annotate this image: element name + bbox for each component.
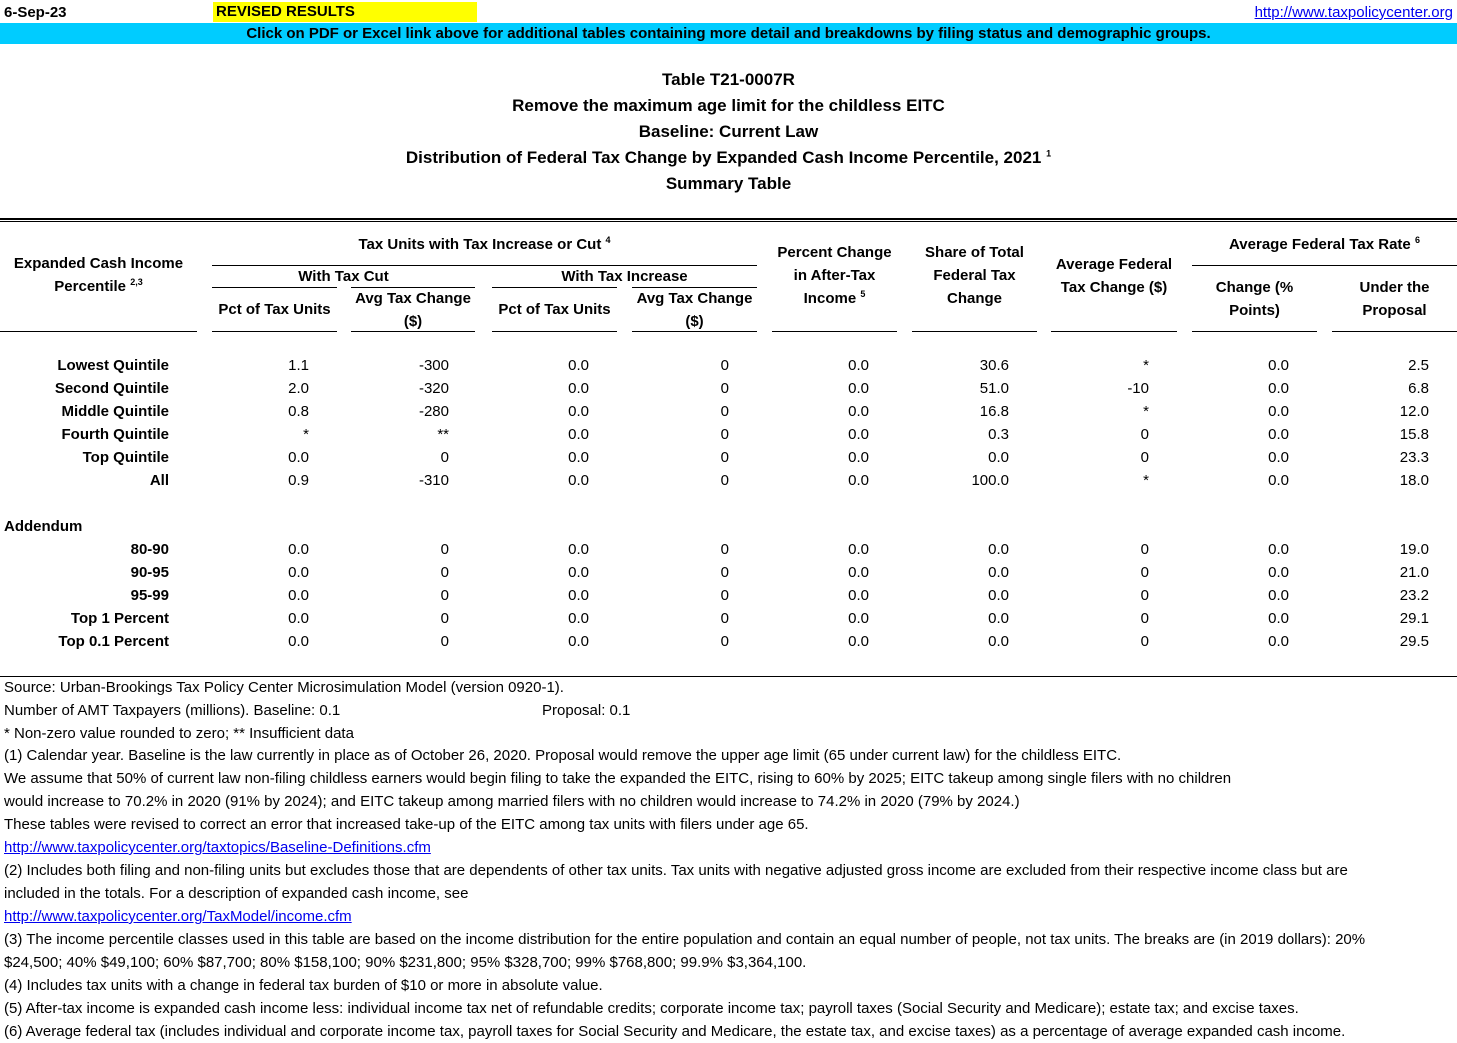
cell-cut-pct-units: 1.1 <box>288 357 309 374</box>
cell-cut-pct-units: 0.8 <box>288 403 309 420</box>
report-date: 6-Sep-23 <box>4 4 67 21</box>
cell-pct-change-after-tax: 0.0 <box>848 564 869 581</box>
cell-cut-avg-change: -300 <box>418 357 449 374</box>
cell-cut-pct-units: 2.0 <box>288 380 309 397</box>
cell-inc-pct-units: 0.0 <box>568 403 589 420</box>
cell-inc-avg-change: 0 <box>720 564 729 581</box>
header-cut-avg-line2: ($) <box>403 313 423 330</box>
cell-rate-change: 0.0 <box>1268 449 1289 466</box>
header-tax-units-sup: 4 <box>605 235 611 245</box>
header-under-line1: Under the <box>1359 279 1430 296</box>
cell-inc-pct-units: 0.0 <box>568 541 589 558</box>
header-tax-units-text: Tax Units with Tax Increase or Cut <box>358 236 602 253</box>
cell-avg-federal-change: 0 <box>1140 633 1149 650</box>
cell-inc-pct-units: 0.0 <box>568 449 589 466</box>
cell-rate-under-proposal: 6.8 <box>1408 380 1429 397</box>
header-avg-tax-rate-group <box>1192 233 1457 256</box>
cell-rate-under-proposal: 21.0 <box>1399 564 1429 581</box>
cell-pct-change-after-tax: 0.0 <box>848 426 869 443</box>
header-under-line2: Proposal <box>1362 302 1427 319</box>
tax-policy-center-link[interactable]: http://www.taxpolicycenter.org <box>1254 4 1453 21</box>
cell-rate-under-proposal: 23.3 <box>1399 449 1429 466</box>
cell-share-total-change: 51.0 <box>979 380 1009 397</box>
row-label: Middle Quintile <box>61 403 169 420</box>
baseline-title: Baseline: Current Law <box>638 122 819 141</box>
cell-rate-under-proposal: 2.5 <box>1408 357 1429 374</box>
addendum-label: Addendum <box>4 518 83 535</box>
cell-pct-change-after-tax: 0.0 <box>848 587 869 604</box>
cell-cut-avg-change: 0 <box>440 564 449 581</box>
cell-cut-avg-change: 0 <box>440 587 449 604</box>
cell-cut-pct-units: 0.0 <box>288 449 309 466</box>
row-label: 90-95 <box>130 564 169 581</box>
cell-share-total-change: 16.8 <box>979 403 1009 420</box>
cell-cut-avg-change: -280 <box>418 403 449 420</box>
cell-avg-federal-change: -10 <box>1127 380 1149 397</box>
baseline-definitions-link[interactable]: http://www.taxpolicycenter.org/taxtopics/Baseline-Definitions.cfm <box>4 839 431 856</box>
source-note: Source: Urban-Brookings Tax Policy Center Microsimulation Model (version 0920-1). <box>4 679 564 696</box>
footnote-5: (5) After-tax income is expanded cash income less: individual income tax net of refundable credits; corporate income tax; payroll taxes (Social Security and Medicare); estate tax; and excise taxes. <box>4 1000 1299 1017</box>
cell-cut-avg-change: 0 <box>440 610 449 627</box>
cell-inc-pct-units: 0.0 <box>568 472 589 489</box>
cell-pct-change-after-tax: 0.0 <box>848 610 869 627</box>
row-label: Fourth Quintile <box>61 426 169 443</box>
cell-inc-avg-change: 0 <box>720 610 729 627</box>
cell-cut-pct-units: 0.0 <box>288 610 309 627</box>
header-rule-c7 <box>772 331 897 332</box>
cell-rate-change: 0.0 <box>1268 357 1289 374</box>
header-inc-rule-a <box>492 287 617 288</box>
header-top-double-rule <box>0 218 1457 220</box>
cell-avg-federal-change: 0 <box>1140 587 1149 604</box>
cell-inc-pct-units: 0.0 <box>568 357 589 374</box>
cell-rate-under-proposal: 15.8 <box>1399 426 1429 443</box>
cell-inc-avg-change: 0 <box>720 449 729 466</box>
cell-share-total-change: 0.0 <box>988 564 1009 581</box>
footnote-1-cont-a: We assume that 50% of current law non-filing childless earners would begin filing to take the expanded the EITC, rising to 60% by 2025; EITC takeup among single filers with no children <box>4 770 1232 787</box>
header-cut-pct-units: Pct of Tax Units <box>218 301 331 318</box>
cell-share-total-change: 0.0 <box>988 610 1009 627</box>
header-with-tax-cut: With Tax Cut <box>298 268 389 285</box>
cell-inc-pct-units: 0.0 <box>568 426 589 443</box>
header-share-total <box>912 241 1037 310</box>
header-rate-sup: 6 <box>1414 235 1420 245</box>
cell-inc-pct-units: 0.0 <box>568 587 589 604</box>
cell-cut-avg-change: 0 <box>440 633 449 650</box>
header-pct-change-text: Income <box>803 290 857 307</box>
cell-avg-federal-change: * <box>1143 403 1149 420</box>
header-top-rule <box>0 221 1457 222</box>
cell-inc-pct-units: 0.0 <box>568 610 589 627</box>
amt-baseline-note: Number of AMT Taxpayers (millions). Baseline: 0.1 <box>4 702 341 719</box>
header-rule-c5 <box>492 331 617 332</box>
footnote-1-cont-b: would increase to 70.2% in 2020 (91% by 2024); and EITC takeup among married filers with no children would increase to 74.2% in 2020 (79% by 2024.) <box>4 793 1020 810</box>
cell-avg-federal-change: 0 <box>1140 426 1149 443</box>
cell-rate-change: 0.0 <box>1268 633 1289 650</box>
cell-rate-under-proposal: 18.0 <box>1399 472 1429 489</box>
cell-avg-federal-change: * <box>1143 472 1149 489</box>
header-rate-text: Average Federal Tax Rate <box>1229 236 1411 253</box>
cell-avg-federal-change: 0 <box>1140 541 1149 558</box>
cell-share-total-change: 100.0 <box>971 472 1009 489</box>
header-cut-avg-line1: Avg Tax Change <box>355 290 471 307</box>
symbol-legend-note: * Non-zero value rounded to zero; ** Insufficient data <box>4 725 354 742</box>
revised-results-badge: REVISED RESULTS <box>213 2 477 22</box>
header-inc-avg-change <box>632 287 757 333</box>
cell-rate-change: 0.0 <box>1268 380 1289 397</box>
cell-inc-avg-change: 0 <box>720 587 729 604</box>
cell-rate-change: 0.0 <box>1268 610 1289 627</box>
cell-share-total-change: 0.0 <box>988 633 1009 650</box>
row-label: 80-90 <box>130 541 169 558</box>
header-rate-change <box>1192 276 1317 322</box>
cell-rate-change: 0.0 <box>1268 564 1289 581</box>
row-label: Top 0.1 Percent <box>58 633 169 650</box>
header-pct-change-line2: in After-Tax <box>793 267 876 284</box>
cell-rate-change: 0.0 <box>1268 403 1289 420</box>
header-rule-c11 <box>1332 331 1457 332</box>
header-rule-c4 <box>351 331 475 332</box>
cell-inc-avg-change: 0 <box>720 633 729 650</box>
cell-rate-under-proposal: 12.0 <box>1399 403 1429 420</box>
cell-share-total-change: 0.0 <box>988 541 1009 558</box>
cell-avg-federal-change: * <box>1143 357 1149 374</box>
cell-cut-avg-change: 0 <box>440 449 449 466</box>
footnote-4: (4) Includes tax units with a change in federal tax burden of $10 or more in absolute value. <box>4 977 603 994</box>
cell-cut-pct-units: * <box>303 426 309 443</box>
footnote-1-cont-c: These tables were revised to correct an error that increased take-up of the EITC among tax units with filers under age 65. <box>4 816 809 833</box>
row-label: Second Quintile <box>54 380 169 397</box>
header-rule-c10 <box>1192 331 1317 332</box>
header-pct-change-sup: 5 <box>860 289 866 299</box>
cell-inc-avg-change: 0 <box>720 426 729 443</box>
income-definition-link[interactable]: http://www.taxpolicycenter.org/TaxModel/income.cfm <box>4 908 352 925</box>
cell-share-total-change: 0.0 <box>988 587 1009 604</box>
cell-inc-avg-change: 0 <box>720 541 729 558</box>
header-percentile-text: Percentile <box>54 278 127 295</box>
cell-rate-change: 0.0 <box>1268 587 1289 604</box>
header-inc-avg-line1: Avg Tax Change <box>636 290 753 307</box>
cell-rate-under-proposal: 29.1 <box>1399 610 1429 627</box>
footnote-2-cont: included in the totals. For a description of expanded cash income, see <box>4 885 469 902</box>
cell-pct-change-after-tax: 0.0 <box>848 403 869 420</box>
summary-title: Summary Table <box>665 174 792 193</box>
header-with-tax-increase: With Tax Increase <box>561 268 688 285</box>
footnote-3-cont: $24,500; 40% $49,100; 60% $87,700; 80% $158,100; 90% $231,800; 95% $328,700; 99% $768,800; 99.9% $3,364,100. <box>4 954 807 971</box>
cell-share-total-change: 0.0 <box>988 449 1009 466</box>
header-share-line3: Change <box>946 290 1002 307</box>
header-percentile-line2 <box>0 275 197 298</box>
cell-avg-federal-change: 0 <box>1140 564 1149 581</box>
info-banner: Click on PDF or Excel link above for additional tables containing more detail and breakdowns by filing status and demographic groups. <box>0 23 1457 44</box>
header-tax-units-group <box>212 233 757 256</box>
header-rule-c8 <box>912 331 1037 332</box>
cell-cut-pct-units: 0.0 <box>288 633 309 650</box>
cell-share-total-change: 30.6 <box>979 357 1009 374</box>
row-label: 95-99 <box>130 587 169 604</box>
header-pct-change-line1: Percent Change <box>777 244 892 261</box>
footnote-2: (2) Includes both filing and non-filing units but excludes those that are dependents of other tax units. Tax units with negative adjusted gross income are excluded from their respective income class but are <box>4 862 1348 879</box>
header-cut-rule-a <box>212 287 337 288</box>
header-under-proposal <box>1332 276 1457 322</box>
footnote-1: (1) Calendar year. Baseline is the law currently in place as of October 26, 2020. Proposal would remove the upper age limit (65 under current law) for the childless EITC. <box>4 747 1122 764</box>
header-percentile-line1: Expanded Cash Income <box>13 255 184 272</box>
header-rate-change-line2: Points) <box>1229 302 1280 319</box>
header-pct-change-line3 <box>772 287 897 310</box>
cell-inc-pct-units: 0.0 <box>568 633 589 650</box>
cell-rate-change: 0.0 <box>1268 472 1289 489</box>
table-subtitle: Remove the maximum age limit for the childless EITC <box>512 96 945 115</box>
cell-cut-pct-units: 0.0 <box>288 564 309 581</box>
header-rule-c9 <box>1051 331 1177 332</box>
header-avg-fed-line2: Tax Change ($) <box>1060 279 1168 296</box>
cell-pct-change-after-tax: 0.0 <box>848 633 869 650</box>
header-inc-avg-line2: ($) <box>685 313 704 330</box>
header-cut-avg-change <box>351 287 475 333</box>
cell-rate-change: 0.0 <box>1268 426 1289 443</box>
row-label: Lowest Quintile <box>57 357 169 374</box>
cell-rate-under-proposal: 23.2 <box>1399 587 1429 604</box>
cell-pct-change-after-tax: 0.0 <box>848 357 869 374</box>
cell-cut-pct-units: 0.0 <box>288 587 309 604</box>
cell-avg-federal-change: 0 <box>1140 610 1149 627</box>
header-inc-pct-units: Pct of Tax Units <box>498 301 611 318</box>
amt-proposal-note: Proposal: 0.1 <box>542 702 631 719</box>
cell-avg-federal-change: 0 <box>1140 449 1149 466</box>
table-bottom-rule <box>0 676 1457 677</box>
header-rule-c3 <box>212 331 337 332</box>
distribution-title <box>0 148 1457 168</box>
header-avg-fed-line1: Average Federal <box>1055 256 1173 273</box>
table-id-title: Table T21-0007R <box>662 70 795 89</box>
cell-inc-pct-units: 0.0 <box>568 564 589 581</box>
header-avg-federal-change <box>1051 253 1177 299</box>
header-rate-rule <box>1192 265 1457 266</box>
header-share-line1: Share of Total <box>925 244 1024 261</box>
header-pct-change-after-tax <box>772 241 897 310</box>
header-rate-change-line1: Change (% <box>1215 279 1294 296</box>
cell-pct-change-after-tax: 0.0 <box>848 472 869 489</box>
row-label: All <box>149 472 169 489</box>
header-rule-c6 <box>632 331 757 332</box>
row-label: Top Quintile <box>82 449 169 466</box>
row-label: Top 1 Percent <box>70 610 169 627</box>
cell-cut-avg-change: -310 <box>418 472 449 489</box>
cell-inc-pct-units: 0.0 <box>568 380 589 397</box>
header-percentile-underline <box>0 331 197 332</box>
cell-pct-change-after-tax: 0.0 <box>848 541 869 558</box>
cell-inc-avg-change: 0 <box>720 472 729 489</box>
cell-rate-under-proposal: 29.5 <box>1399 633 1429 650</box>
cell-inc-avg-change: 0 <box>720 403 729 420</box>
cell-share-total-change: 0.3 <box>988 426 1009 443</box>
cell-cut-avg-change: ** <box>437 426 449 443</box>
cell-pct-change-after-tax: 0.0 <box>848 449 869 466</box>
title-footnote-ref: 1 <box>1046 148 1052 159</box>
cell-cut-avg-change: 0 <box>440 541 449 558</box>
header-percentile-sup: 2,3 <box>130 277 143 287</box>
distribution-title-text: Distribution of Federal Tax Change by Expanded Cash Income Percentile, 2021 <box>405 148 1042 167</box>
cell-cut-pct-units: 0.9 <box>288 472 309 489</box>
cell-cut-pct-units: 0.0 <box>288 541 309 558</box>
cell-cut-avg-change: -320 <box>418 380 449 397</box>
cell-inc-avg-change: 0 <box>720 357 729 374</box>
cell-inc-avg-change: 0 <box>720 380 729 397</box>
header-share-line2: Federal Tax <box>933 267 1016 284</box>
header-percentile <box>0 252 197 298</box>
cell-rate-change: 0.0 <box>1268 541 1289 558</box>
footnote-6: (6) Average federal tax (includes individual and corporate income tax, payroll taxes for Social Security and Medicare, the estate tax, and excise taxes) as a percentage of average expanded cash income. <box>4 1023 1346 1040</box>
cell-rate-under-proposal: 19.0 <box>1399 541 1429 558</box>
footnote-3: (3) The income percentile classes used in this table are based on the income distribution for the entire population and contain an equal number of people, not tax units. The breaks are (in 2019 dollars): 20% <box>4 931 1366 948</box>
cell-pct-change-after-tax: 0.0 <box>848 380 869 397</box>
